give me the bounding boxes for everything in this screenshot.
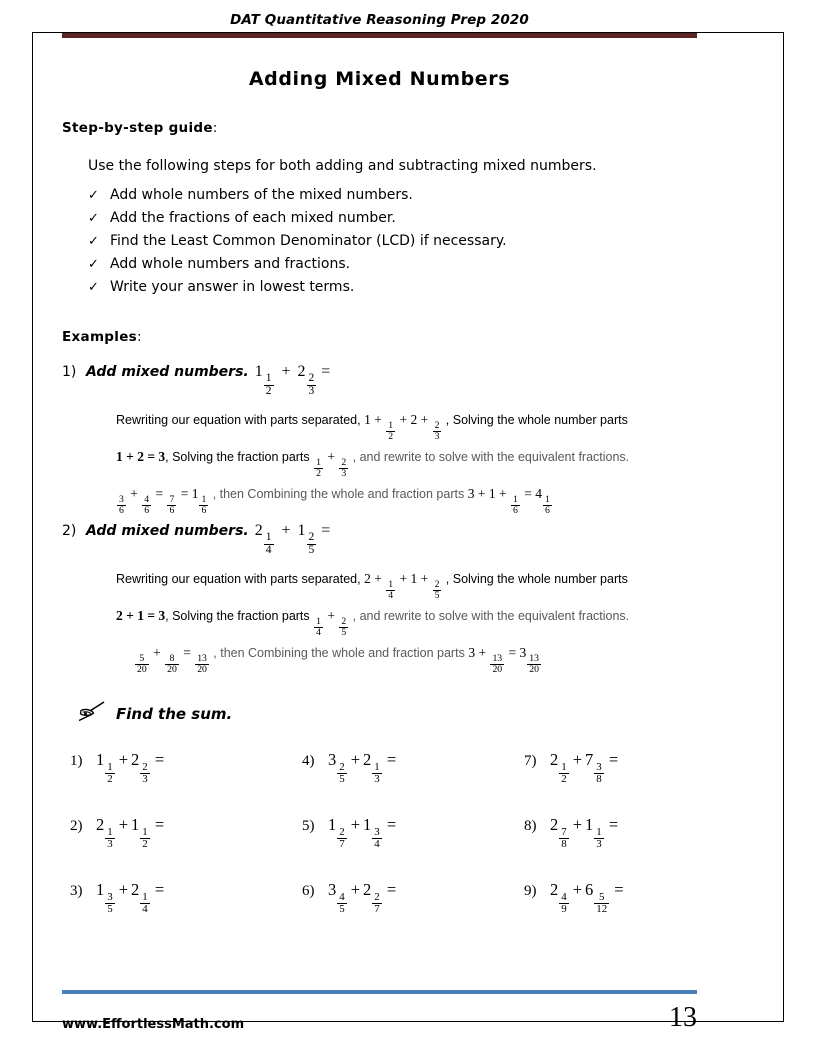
whole: 1: [328, 815, 337, 835]
numerator: 1: [316, 616, 322, 628]
numerator: 1: [142, 825, 148, 838]
numerator: 2: [308, 371, 315, 384]
numerator: 1: [107, 760, 113, 773]
example-prompt: Add mixed numbers.: [86, 364, 249, 380]
numerator: 3: [596, 760, 602, 773]
whole: 3: [519, 645, 527, 661]
denominator: 4: [388, 590, 394, 602]
problem-expression: [550, 815, 618, 850]
denominator: 7: [374, 903, 380, 916]
whole-sum: 1 + 2 = 3: [116, 449, 166, 465]
whole: 2: [550, 749, 559, 769]
footer-rule: [62, 990, 697, 994]
step-text: Find the Least Common Denominator (LCD) if necessary.: [110, 233, 507, 249]
solution-text: , Solving the fraction parts: [165, 450, 310, 465]
problem-expression: [328, 815, 396, 850]
denominator: 3: [596, 838, 602, 850]
denominator: 8: [561, 838, 567, 850]
guide-steps-list: [62, 184, 697, 299]
solution-note: , and rewrite to solve with the equivalent fractions.: [352, 450, 630, 465]
solution-line: Rewriting our equation with parts separated, 1 + $\frac{1}{2}$ + 2 + $\frac{2}{3}$ , Solving the whole number parts: [116, 412, 628, 443]
whole: 2: [550, 880, 559, 900]
equals-sign: =: [321, 363, 331, 380]
page-content: [62, 12, 697, 980]
list-item: [88, 276, 697, 299]
website-link[interactable]: www.EffortlessMath.com: [62, 1017, 245, 1032]
plus-sign: +: [118, 749, 128, 769]
problem-number: 3): [70, 883, 83, 900]
example-number: 1): [62, 364, 77, 380]
example-2: [62, 522, 697, 675]
equals-sign: =: [321, 521, 331, 539]
denominator: 6: [144, 505, 150, 517]
denominator: 2: [107, 772, 113, 785]
numerator: 2: [341, 457, 347, 469]
problem-expression: [328, 750, 396, 785]
whole: 1: [191, 486, 199, 502]
term: 2: [364, 571, 371, 587]
problem-6[interactable]: [302, 880, 524, 915]
denominator: 5: [339, 772, 345, 785]
page-number: 13: [669, 1002, 697, 1033]
step-by-step-guide-heading: [62, 120, 697, 136]
denominator: 5: [107, 903, 113, 916]
numerator: 7: [561, 825, 567, 838]
numerator: 1: [512, 494, 518, 506]
denominator: 6: [119, 505, 124, 517]
page-title: Adding Mixed Numbers: [248, 68, 511, 90]
denominator: 2: [316, 468, 322, 480]
denominator: 20: [492, 664, 503, 676]
problem-7[interactable]: [524, 750, 697, 785]
whole: 1: [131, 815, 140, 835]
equals-sign: =: [154, 880, 165, 900]
denominator: 3: [374, 772, 380, 785]
guide-label: Step-by-step guide: [62, 120, 213, 136]
list-item: [88, 230, 697, 253]
problem-expression: [550, 750, 618, 785]
whole: 2: [96, 815, 105, 835]
plus-sign: +: [572, 749, 582, 769]
denominator: 4: [374, 838, 380, 850]
whole: 2: [363, 880, 372, 900]
denominator: 2: [142, 838, 148, 850]
numerator: 2: [142, 760, 148, 773]
solution-text: Rewriting our equation with parts separated,: [116, 413, 361, 428]
practice-label: Find the sum.: [116, 705, 233, 724]
problem-expression: [96, 750, 164, 785]
denominator: 6: [512, 505, 518, 517]
whole: 1: [96, 880, 105, 900]
whole: 1: [363, 815, 372, 835]
problem-number: 4): [302, 752, 315, 769]
numerator: 2: [339, 760, 345, 773]
numerator: 2: [434, 420, 440, 432]
problem-number: 9): [524, 883, 537, 900]
denominator: 4: [316, 627, 322, 639]
solution-note: , and rewrite to solve with the equivalent fractions.: [352, 609, 630, 624]
problem-number: 1): [70, 752, 83, 769]
problem-5[interactable]: [302, 815, 524, 850]
equals-sign: =: [386, 749, 397, 769]
numerator: 5: [139, 653, 145, 665]
whole: 3: [328, 880, 337, 900]
problem-expression: [550, 880, 624, 915]
guide-intro: Use the following steps for both adding and subtracting mixed numbers.: [88, 158, 597, 174]
numerator: 1: [388, 579, 394, 591]
solution-text: , Solving the fraction parts: [165, 609, 310, 624]
step-text: Add whole numbers and fractions.: [110, 256, 351, 272]
denominator: 7: [339, 838, 345, 850]
whole: 2: [254, 521, 263, 539]
denominator: 3: [308, 384, 315, 397]
numerator: 1: [201, 494, 207, 506]
whole: 2: [550, 815, 559, 835]
equals-sign: =: [614, 880, 624, 900]
term: 1: [364, 412, 371, 428]
numerator: 4: [561, 890, 567, 903]
denominator: 5: [341, 627, 347, 639]
denominator: 6: [169, 505, 175, 517]
page-footer: [62, 990, 697, 1032]
step-text: Write your answer in lowest terms.: [110, 279, 355, 295]
check-icon: ✓: [88, 234, 99, 249]
denominator: 5: [308, 543, 315, 556]
problem-3[interactable]: [70, 880, 302, 915]
plus-sign: +: [572, 880, 582, 900]
numerator: 2: [341, 616, 347, 628]
problem-number: 7): [524, 752, 537, 769]
plus-sign: +: [572, 815, 582, 835]
problem-1[interactable]: [70, 750, 302, 785]
denominator: 2: [265, 384, 272, 397]
numerator: 8: [169, 653, 175, 665]
problem-9[interactable]: [524, 880, 697, 915]
numerator: 2: [374, 890, 380, 903]
numerator: 1: [265, 530, 272, 543]
problem-number: 2): [70, 818, 83, 835]
step-text: Add whole numbers of the mixed numbers.: [110, 187, 413, 203]
list-item: [88, 207, 697, 230]
whole: 1: [297, 521, 306, 539]
equals-sign: =: [154, 815, 165, 835]
example-solution: [116, 405, 697, 516]
denominator: 3: [341, 468, 347, 480]
whole: 6: [585, 880, 594, 900]
numerator: 13: [197, 653, 207, 665]
problem-expression: [328, 880, 396, 915]
problem-number: 6): [302, 883, 315, 900]
numerator: 1: [388, 420, 394, 432]
problem-4[interactable]: [302, 750, 524, 785]
plus-sign: +: [350, 815, 360, 835]
solution-text: , Solving the whole number parts: [445, 413, 628, 428]
numerator: 3: [107, 890, 113, 903]
denominator: 4: [142, 903, 148, 916]
check-icon: ✓: [88, 188, 99, 203]
whole: 2: [363, 749, 372, 769]
numerator: 3: [374, 825, 380, 838]
running-head: DAT Quantitative Reasoning Prep 2020: [230, 12, 529, 28]
denominator: 2: [561, 772, 567, 785]
numerator: 2: [339, 825, 345, 838]
denominator: 3: [434, 431, 440, 443]
numerator: 1: [374, 760, 380, 773]
examples-heading: [62, 329, 697, 345]
denominator: 3: [107, 838, 113, 850]
check-icon: ✓: [88, 257, 99, 272]
numerator: 4: [339, 890, 345, 903]
numerator: 1: [561, 760, 567, 773]
problem-number: 8): [524, 818, 537, 835]
examples-colon: :: [137, 329, 142, 345]
list-item: [88, 184, 697, 207]
whole: 1: [96, 749, 105, 769]
denominator: 6: [544, 505, 550, 517]
whole: 4: [535, 486, 542, 502]
denominator: 20: [197, 664, 207, 676]
solution-line: Rewriting our equation with parts separated, 2 + $\frac{1}{4}$ + 1 + $\frac{2}{5}$ , Solving the whole number parts: [116, 571, 628, 602]
numerator: 13: [492, 653, 503, 665]
numerator: 1: [142, 890, 148, 903]
denominator: 20: [529, 664, 539, 676]
example-1: [62, 363, 697, 516]
guide-colon: :: [212, 120, 218, 136]
numerator: 5: [598, 890, 605, 903]
problem-expression: [96, 815, 164, 850]
denominator: 5: [434, 590, 440, 602]
numerator: 13: [529, 653, 539, 665]
numerator: 1: [316, 457, 322, 469]
denominator: 6: [201, 505, 207, 517]
equals-sign: =: [386, 880, 397, 900]
problem-expression: [96, 880, 164, 915]
term: 1: [410, 571, 418, 587]
problem-number: 5): [302, 818, 315, 835]
denominator: 3: [142, 772, 148, 785]
example-prompt: Add mixed numbers.: [86, 522, 249, 539]
solution-text: Rewriting our equation with parts separated,: [116, 572, 361, 587]
equals-sign: =: [386, 815, 397, 835]
problem-8[interactable]: [524, 815, 697, 850]
equals-sign: =: [608, 749, 619, 769]
whole: 1: [585, 815, 594, 835]
practice-problems: [70, 750, 697, 915]
equals-sign: =: [608, 815, 619, 835]
pen-icon: [78, 701, 108, 728]
check-icon: ✓: [88, 280, 99, 295]
denominator: 20: [167, 664, 177, 676]
denominator: 4: [265, 543, 272, 556]
solution-line: $\frac{5}{20}$ + $\frac{8}{20}$ = $\frac{13}{20}$ , then Combining the whole and fraction parts 3 + $\frac{13}{20}$ = 3 $\frac{13}{20}$: [137, 645, 539, 676]
check-icon: ✓: [88, 211, 99, 226]
denominator: 9: [561, 903, 567, 916]
numerator: 4: [144, 494, 150, 506]
equals-sign: =: [154, 749, 165, 769]
solution-line: 1 + 2 = 3, Solving the fraction parts $\frac{1}{2}$ + $\frac{2}{3}$ , and rewrite to solve with the equivalent fractions.: [116, 449, 630, 480]
numerator: 1: [544, 494, 550, 506]
denominator: 2: [388, 431, 394, 443]
plus-sign: +: [118, 815, 128, 835]
combine-expr: 3 + 1 +: [467, 486, 507, 502]
combine-expr: 3 +: [468, 645, 487, 661]
whole: 2: [131, 880, 140, 900]
step-text: Add the fractions of each mixed number.: [110, 210, 396, 226]
whole: 1: [254, 363, 263, 380]
solution-note: , then Combining the whole and fraction parts: [212, 487, 465, 502]
numerator: 1: [265, 371, 272, 384]
solution-line: 2 + 1 = 3, Solving the fraction parts $\frac{1}{4}$ + $\frac{2}{5}$ , and rewrite to solve with the equivalent fractions.: [116, 608, 630, 639]
solution-line: $\frac{3}{6}$ + $\frac{4}{6}$ = $\frac{7}{6}$ = 1 $\frac{1}{6}$ , then Combining the whole and fraction parts 3 + 1 + $\frac{1}{6}$ = 4 $\frac{1}{6}$: [119, 486, 550, 517]
solution-note: , then Combining the whole and fraction parts: [213, 646, 465, 661]
list-item: [88, 253, 697, 276]
whole: 7: [585, 749, 594, 769]
solution-text: , Solving the whole number parts: [445, 572, 628, 587]
numerator: 3: [119, 494, 124, 506]
whole-sum: 2 + 1 = 3: [116, 608, 166, 624]
practice-heading: [78, 701, 697, 728]
denominator: 5: [339, 903, 345, 916]
denominator: 20: [137, 664, 147, 676]
numerator: 2: [308, 530, 315, 543]
plus-sign: +: [350, 880, 360, 900]
example-problem: 1 $\frac{1}{2}$ + 2 $\frac{2}{3}$ =: [254, 363, 331, 397]
whole: 2: [131, 749, 140, 769]
denominator: 12: [596, 903, 608, 916]
whole: 3: [328, 749, 337, 769]
header-rule: [62, 33, 697, 38]
problem-2[interactable]: [70, 815, 302, 850]
term: 2: [410, 412, 418, 428]
numerator: 2: [434, 579, 440, 591]
numerator: 1: [107, 825, 113, 838]
example-number: 2): [62, 522, 77, 539]
numerator: 7: [169, 494, 175, 506]
numerator: 1: [596, 825, 602, 838]
whole: 2: [297, 363, 306, 380]
plus-sign: +: [118, 880, 128, 900]
example-problem: 2 $\frac{1}{4}$ + 1 $\frac{2}{5}$ =: [254, 521, 331, 556]
denominator: 8: [596, 772, 602, 785]
example-solution: [116, 564, 697, 675]
plus-sign: +: [350, 749, 360, 769]
examples-label: Examples: [62, 329, 137, 345]
